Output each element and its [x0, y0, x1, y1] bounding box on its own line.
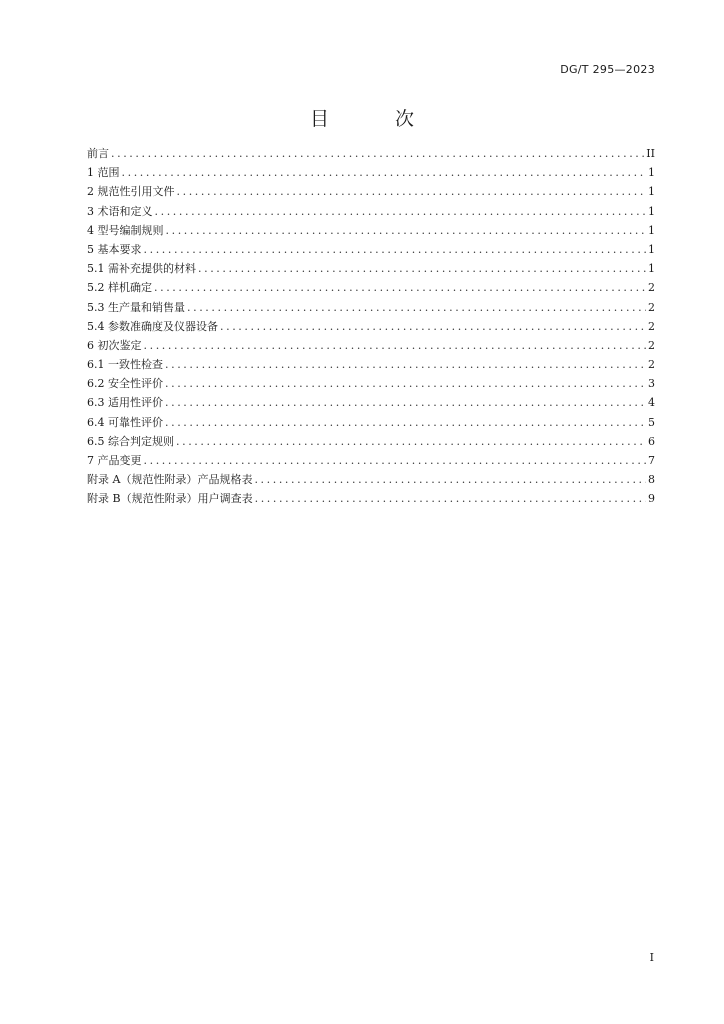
toc-entry-page: 2 — [648, 300, 655, 314]
toc-entry-page: 3 — [648, 377, 655, 391]
toc-dot-leader — [177, 182, 647, 201]
toc-entry-page: 7 — [648, 454, 655, 467]
page-number: I — [649, 951, 654, 964]
toc-entry-label: 6 初次鉴定 — [87, 338, 142, 352]
toc-dot-leader — [255, 489, 646, 508]
toc-entry[interactable] — [87, 163, 655, 182]
toc-dot-leader — [165, 355, 646, 374]
toc-entry[interactable] — [87, 489, 655, 508]
toc-entry-label: 7 产品变更 — [87, 454, 142, 467]
toc-entry-label: 6.2 安全性评价 — [87, 377, 163, 391]
toc-dot-leader — [122, 163, 647, 182]
toc-entry-label: 6.1 一致性检查 — [87, 358, 163, 372]
document-code: DG/T 295—2023 — [560, 63, 655, 76]
toc-entry-label: 6.5 综合判定规则 — [87, 434, 174, 448]
toc-title: 目 次 — [309, 108, 445, 130]
toc-entry[interactable] — [87, 221, 655, 240]
toc-entry-label: 5.3 生产量和销售量 — [87, 300, 185, 314]
toc-entry-label: 5.4 参数准确度及仪器设备 — [87, 319, 218, 333]
toc-entry-page: 2 — [648, 281, 655, 295]
toc-entry[interactable] — [87, 413, 655, 432]
toc-entry-page: 1 — [648, 262, 655, 276]
toc-dot-leader — [154, 278, 646, 297]
toc-dot-leader — [155, 202, 647, 221]
toc-entry[interactable] — [87, 374, 655, 393]
toc-entry[interactable] — [87, 259, 655, 278]
toc-entry[interactable] — [87, 317, 655, 336]
toc-entry-label: 6.4 可靠性评价 — [87, 415, 163, 429]
toc-entry-page: 5 — [648, 415, 655, 429]
toc-dot-leader — [165, 393, 646, 412]
toc-entry-label: 1 范围 — [87, 166, 120, 180]
toc-dot-leader — [176, 432, 646, 451]
toc-entry-page: II — [646, 147, 655, 160]
toc-entry[interactable] — [87, 451, 655, 470]
toc-dot-leader — [144, 240, 647, 259]
toc-entry-label: 5.2 样机确定 — [87, 281, 152, 295]
toc-list — [87, 144, 655, 509]
toc-entry[interactable] — [87, 298, 655, 317]
toc-entry-label: 5 基本要求 — [87, 242, 142, 256]
toc-entry-label: 附录 B（规范性附录）用户调查表 — [87, 492, 253, 506]
toc-entry-label: 5.1 需补充提供的材料 — [87, 262, 196, 276]
toc-entry-label: 3 术语和定义 — [87, 204, 153, 218]
toc-entry-page: 1 — [648, 185, 655, 199]
toc-dot-leader — [144, 451, 647, 470]
toc-entry[interactable] — [87, 355, 655, 374]
toc-entry[interactable] — [87, 240, 655, 259]
toc-entry[interactable] — [87, 432, 655, 451]
toc-entry[interactable] — [87, 393, 655, 412]
toc-entry-page: 8 — [648, 473, 655, 487]
toc-entry-page: 2 — [648, 319, 655, 333]
toc-entry-page: 4 — [648, 396, 655, 410]
toc-dot-leader — [165, 413, 646, 432]
toc-dot-leader — [111, 144, 644, 163]
toc-entry-label: 2 规范性引用文件 — [87, 185, 175, 199]
toc-entry-page: 2 — [648, 338, 655, 352]
toc-dot-leader — [220, 317, 646, 336]
toc-dot-leader — [166, 221, 647, 240]
toc-entry-page: 6 — [648, 434, 655, 448]
toc-dot-leader — [165, 374, 646, 393]
toc-dot-leader — [144, 336, 647, 355]
toc-entry-page: 1 — [648, 166, 655, 180]
toc-entry[interactable] — [87, 182, 655, 201]
toc-entry-page: 1 — [648, 204, 655, 218]
toc-dot-leader — [198, 259, 646, 278]
toc-entry-label: 前言 — [87, 147, 109, 160]
toc-dot-leader — [187, 298, 646, 317]
toc-entry[interactable] — [87, 144, 655, 163]
toc-entry-page: 1 — [648, 223, 655, 237]
toc-entry[interactable] — [87, 202, 655, 221]
toc-entry[interactable] — [87, 278, 655, 297]
toc-entry-label: 6.3 适用性评价 — [87, 396, 163, 410]
toc-entry-label: 附录 A（规范性附录）产品规格表 — [87, 473, 253, 487]
toc-entry[interactable] — [87, 336, 655, 355]
toc-entry-page: 9 — [648, 492, 655, 506]
toc-entry-page: 2 — [648, 358, 655, 372]
toc-entry[interactable] — [87, 470, 655, 489]
toc-entry-label: 4 型号编制规则 — [87, 223, 164, 237]
toc-entry-page: 1 — [648, 242, 655, 256]
toc-dot-leader — [254, 470, 646, 489]
